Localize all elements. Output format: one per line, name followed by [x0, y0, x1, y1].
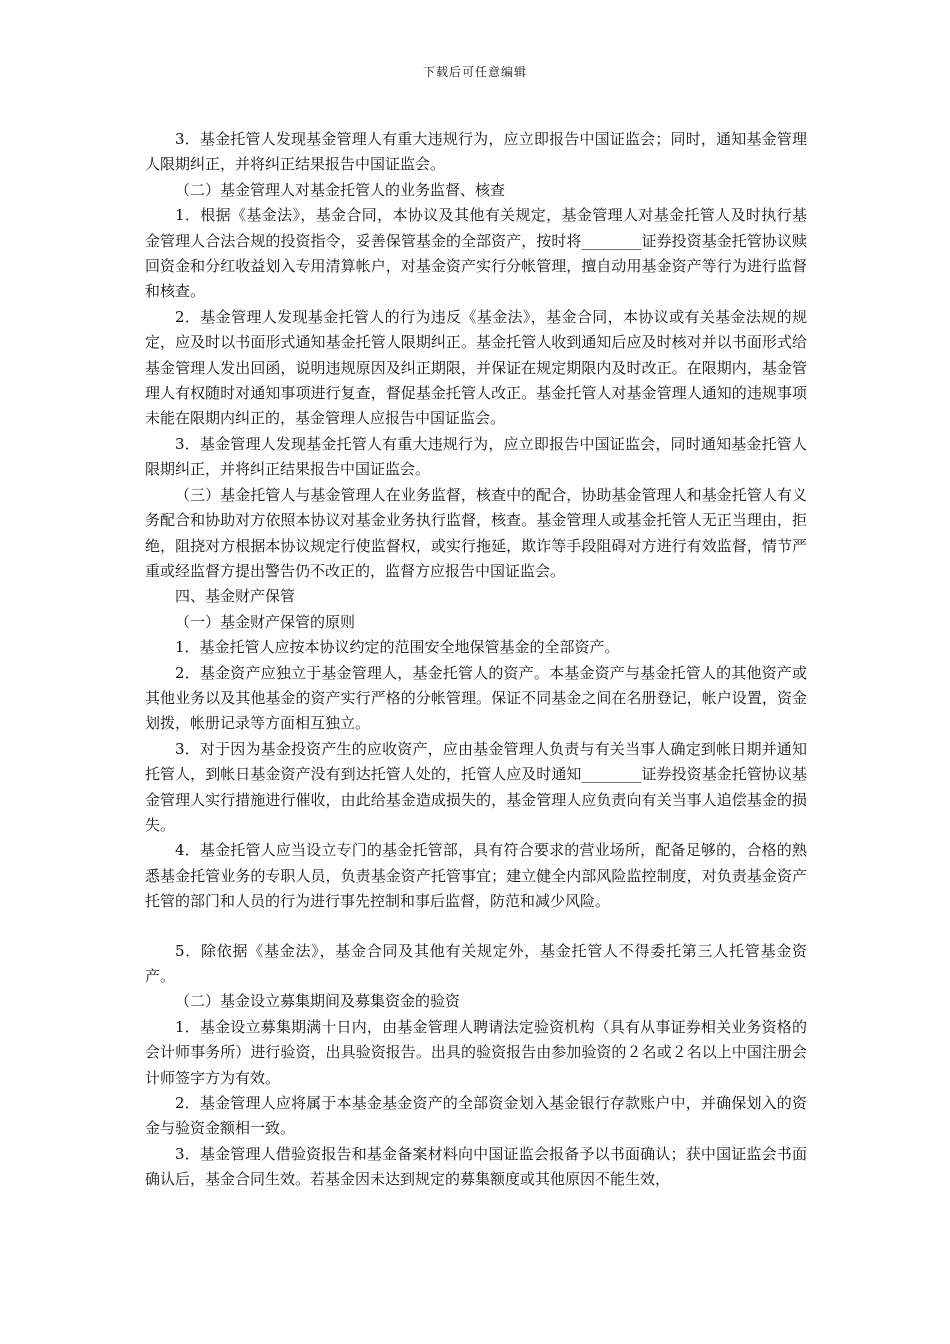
paragraph-manager-supervision-1: 1．根据《基金法》，基金合同，本协议及其他有关规定，基金管理人对基金托管人及时执行基金管理人合法合规的投资指令，妥善保管基金的全部资产，按时将________证券投资基金托管协议赎回资金和分红收益划入专用清算帐户，对基金资产实行分帐管理，擅自动用基金资产等行为进行监督和核查。: [145, 206, 807, 301]
document-body: [145, 127, 807, 1193]
paragraph-supervision-report: 3．基金托管人发现基金管理人有重大违规行为，应立即报告中国证监会；同时，通知基金管理人限期纠正，并将纠正结果报告中国证监会。: [145, 130, 807, 174]
paragraph-custody-principle-1: 1．基金托管人应按本协议约定的范围安全地保管基金的全部资产。: [175, 638, 620, 657]
paragraph-custody-principle-4: 4．基金托管人应当设立专门的基金托管部，具有符合要求的营业场所，配备足够的，合格的熟悉基金托管业务的专职人员，负责基金资产托管事宜；建立健全内部风险监控制度，对负责基金资产托管的部门和人员的行为进行事先控制和事后监督，防范和减少风险。: [145, 841, 807, 911]
paragraph-verification-3: 3．基金管理人借验资报告和基金备案材料向中国证监会报备予以书面确认；获中国证监会书面确认后，基金合同生效。若基金因未达到规定的募集额度或其他原因不能生效，: [145, 1144, 807, 1189]
section-heading-asset-custody: 四、基金财产保管: [175, 587, 296, 606]
section-heading-custody-principles: （一）基金财产保管的原则: [175, 612, 356, 631]
page-header: 下载后可任意编辑: [422, 65, 527, 79]
paragraph-custody-principle-3: 3．对于因为基金投资产生的应收资产，应由基金管理人负责与有关当事人确定到帐日期并通知托管人，到帐日基金资产没有到达托管人处的，托管人应及时通知________证券投资基金托管协议基金管理人实行措施进行催收，由此给基金造成损失的，基金管理人应负责向有关当事人追偿基金的损失。: [145, 739, 807, 834]
paragraph-manager-supervision-3: 3．基金管理人发现基金托管人有重大违规行为，应立即报告中国证监会，同时通知基金托管人限期纠正，并将纠正结果报告中国证监会。: [145, 434, 807, 479]
paragraph-manager-supervision-2: 2．基金管理人发现基金托管人的行为违反《基金法》，基金合同，本协议或有关基金法规的规定，应及时以书面形式通知基金托管人限期纠正。基金托管人收到通知后应及时核对并以书面形式给基金管理人发出回函，说明违规原因及纠正期限，并保证在规定期限内及时改正。在限期内，基金管理人有权随时对通知事项进行复查，督促基金托管人改正。基金托管人对基金管理人通知的违规事项未能在限期内纠正的，基金管理人应报告中国证监会。: [145, 307, 807, 428]
paragraph-custody-principle-2: 2．基金资产应独立于基金管理人，基金托管人的资产。本基金资产与基金托管人的其他资产或其他业务以及其他基金的资产实行严格的分帐管理。保证不同基金之间在名册登记，帐户设置，资金划拨，帐册记录等方面相互独立。: [145, 663, 807, 733]
paragraph-cooperation: （三）基金托管人与基金管理人在业务监督，核查中的配合，协助基金管理人和基金托管人有义务配合和协助对方依照本协议对基金业务执行监督，核查。基金管理人或基金托管人无正当理由，拒绝，阻挠对方根据本协议规定行使监督权，或实行拖延，欺诈等手段阻碍对方进行有效监督，情节严重或经监督方提出警告仍不改正的，监督方应报告中国证监会。: [145, 485, 807, 580]
paragraph-custody-principle-5: 5．除依据《基金法》，基金合同及其他有关规定外，基金托管人不得委托第三人托管基金资产。: [145, 941, 807, 985]
paragraph-verification-2: 2．基金管理人应将属于本基金基金资产的全部资金划入基金银行存款账户中，并确保划入的资金与验资金额相一致。: [145, 1094, 807, 1138]
section-heading-manager-supervision: （二）基金管理人对基金托管人的业务监督、核查: [175, 180, 506, 199]
paragraph-verification-1: 1．基金设立募集期满十日内，由基金管理人聘请法定验资机构（具有从事证券相关业务资格的会计师事务所）进行验资，出具验资报告。出具的验资报告由参加验资的２名或２名以上中国注册会计师签字方为有效。: [145, 1017, 807, 1087]
section-heading-capital-verification: （二）基金设立募集期间及募集资金的验资: [175, 992, 461, 1011]
